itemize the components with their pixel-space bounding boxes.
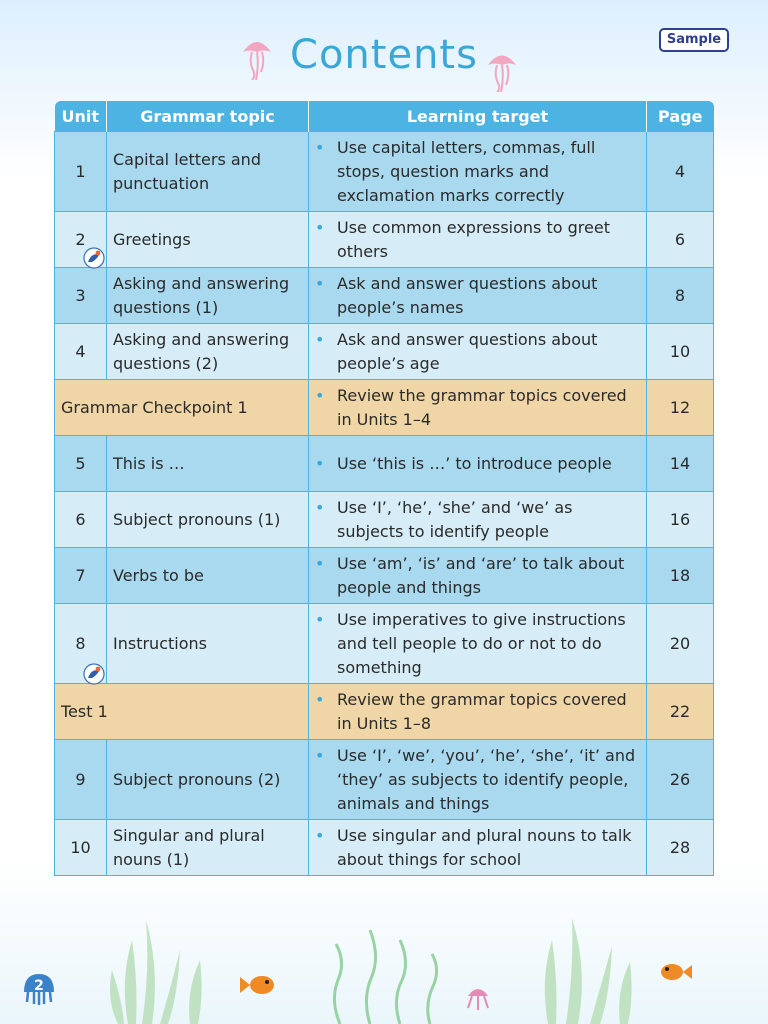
table-row [55, 604, 714, 684]
page-number-cell: 16 [647, 492, 714, 548]
seaweed-icon [545, 918, 632, 1024]
grammar-topic: Verbs to be [107, 548, 309, 604]
table-row [55, 212, 714, 268]
learning-target-text: Use common expressions to greet others [337, 217, 610, 261]
mascot-icon [83, 247, 105, 269]
grammar-topic: Singular and plural nouns (1) [107, 820, 309, 876]
page-number-cell: 18 [647, 548, 714, 604]
unit-number: 10 [55, 820, 107, 876]
page-number-cell: 4 [647, 132, 714, 212]
bullet-icon: • [315, 689, 325, 709]
grammar-topic: Capital letters and punctuation [107, 132, 309, 212]
learning-target-text: Review the grammar topics covered in Units 1–8 [337, 689, 627, 733]
learning-target [309, 820, 647, 876]
page-number-cell: 12 [647, 380, 714, 436]
learning-target-text: Use ‘am’, ‘is’ and ‘are’ to talk about people and things [337, 553, 625, 597]
table-row-checkpoint [55, 380, 714, 436]
table-row [55, 324, 714, 380]
table-row-test [55, 684, 714, 740]
unit-number: 9 [55, 740, 107, 820]
learning-target-text: Review the grammar topics covered in Units 1–4 [337, 385, 627, 429]
unit-number: 3 [55, 268, 107, 324]
learning-target-text: Use ‘I’, ‘we’, ‘you’, ‘he’, ‘she’, ‘it’ and ‘they’ as subjects to identify people, animals and things [337, 745, 636, 813]
jellyfish-icon [486, 50, 518, 92]
learning-target-text: Use capital letters, commas, full stops, question marks and exclamation marks correctly [337, 137, 596, 205]
learning-target [309, 132, 647, 212]
unit-number: 6 [55, 492, 107, 548]
unit-number: 1 [55, 132, 107, 212]
page-title: Contents [290, 32, 478, 78]
seaweed-icon [334, 930, 436, 1024]
unit-number-cell [55, 212, 107, 268]
bullet-icon: • [315, 453, 325, 473]
learning-target [309, 380, 647, 436]
page-number: 2 [34, 978, 44, 994]
table-row [55, 132, 714, 212]
grammar-topic: Subject pronouns (2) [107, 740, 309, 820]
table-row [55, 436, 714, 492]
bullet-icon: • [315, 217, 325, 237]
page-number-cell: 20 [647, 604, 714, 684]
learning-target [309, 268, 647, 324]
bullet-icon: • [315, 385, 325, 405]
unit-number: 4 [55, 324, 107, 380]
jellyfish-icon [468, 989, 488, 1010]
header-unit: Unit [55, 101, 107, 132]
grammar-topic: Instructions [107, 604, 309, 684]
grammar-topic: Subject pronouns (1) [107, 492, 309, 548]
table-row [55, 268, 714, 324]
test-title: Test 1 [55, 684, 309, 740]
contents-table [54, 101, 714, 876]
page-number-cell: 10 [647, 324, 714, 380]
page-number-cell: 6 [647, 212, 714, 268]
page-number-cell: 14 [647, 436, 714, 492]
bullet-icon: • [315, 329, 325, 349]
learning-target [309, 324, 647, 380]
table-row [55, 820, 714, 876]
table-row [55, 492, 714, 548]
fish-icon [240, 976, 274, 994]
grammar-topic: Asking and answering questions (2) [107, 324, 309, 380]
grammar-topic: Greetings [107, 212, 309, 268]
learning-target-text: Use ‘this is …’ to introduce people [337, 453, 612, 473]
header-grammar-topic: Grammar topic [107, 101, 309, 132]
page-number-badge [22, 972, 56, 1006]
unit-number: 7 [55, 548, 107, 604]
table-row [55, 548, 714, 604]
learning-target [309, 492, 647, 548]
learning-target-text: Ask and answer questions about people’s age [337, 329, 598, 373]
bullet-icon: • [315, 609, 325, 629]
bullet-icon: • [315, 553, 325, 573]
bullet-icon: • [315, 273, 325, 293]
learning-target-text: Ask and answer questions about people’s names [337, 273, 598, 317]
learning-target [309, 684, 647, 740]
unit-number: 8 [75, 633, 86, 653]
bullet-icon: • [315, 497, 325, 517]
header-page: Page [647, 101, 714, 132]
learning-target [309, 604, 647, 684]
bullet-icon: • [315, 745, 325, 765]
unit-number: 5 [55, 436, 107, 492]
seabed-decoration [0, 900, 768, 1024]
fish-icon [661, 964, 692, 980]
page-number-cell: 28 [647, 820, 714, 876]
header-learning-target: Learning target [309, 101, 647, 132]
learning-target-text: Use imperatives to give instructions and tell people to do or not to do something [337, 609, 626, 677]
learning-target [309, 436, 647, 492]
unit-number: 2 [75, 229, 86, 249]
table-row [55, 740, 714, 820]
bullet-icon: • [315, 137, 325, 157]
table-header-row [55, 101, 714, 132]
checkpoint-title: Grammar Checkpoint 1 [55, 380, 309, 436]
mascot-icon [83, 663, 105, 685]
page-number-cell: 8 [647, 268, 714, 324]
bullet-icon: • [315, 825, 325, 845]
page-number-cell: 26 [647, 740, 714, 820]
learning-target-text: Use singular and plural nouns to talk about things for school [337, 825, 632, 869]
sample-badge: Sample [659, 28, 729, 52]
page-number-cell: 22 [647, 684, 714, 740]
learning-target-text: Use ‘I’, ‘he’, ‘she’ and ‘we’ as subjects to identify people [337, 497, 573, 541]
unit-number-cell [55, 604, 107, 684]
learning-target [309, 548, 647, 604]
seaweed-icon [110, 920, 202, 1024]
learning-target [309, 740, 647, 820]
grammar-topic: This is … [107, 436, 309, 492]
grammar-topic: Asking and answering questions (1) [107, 268, 309, 324]
learning-target [309, 212, 647, 268]
